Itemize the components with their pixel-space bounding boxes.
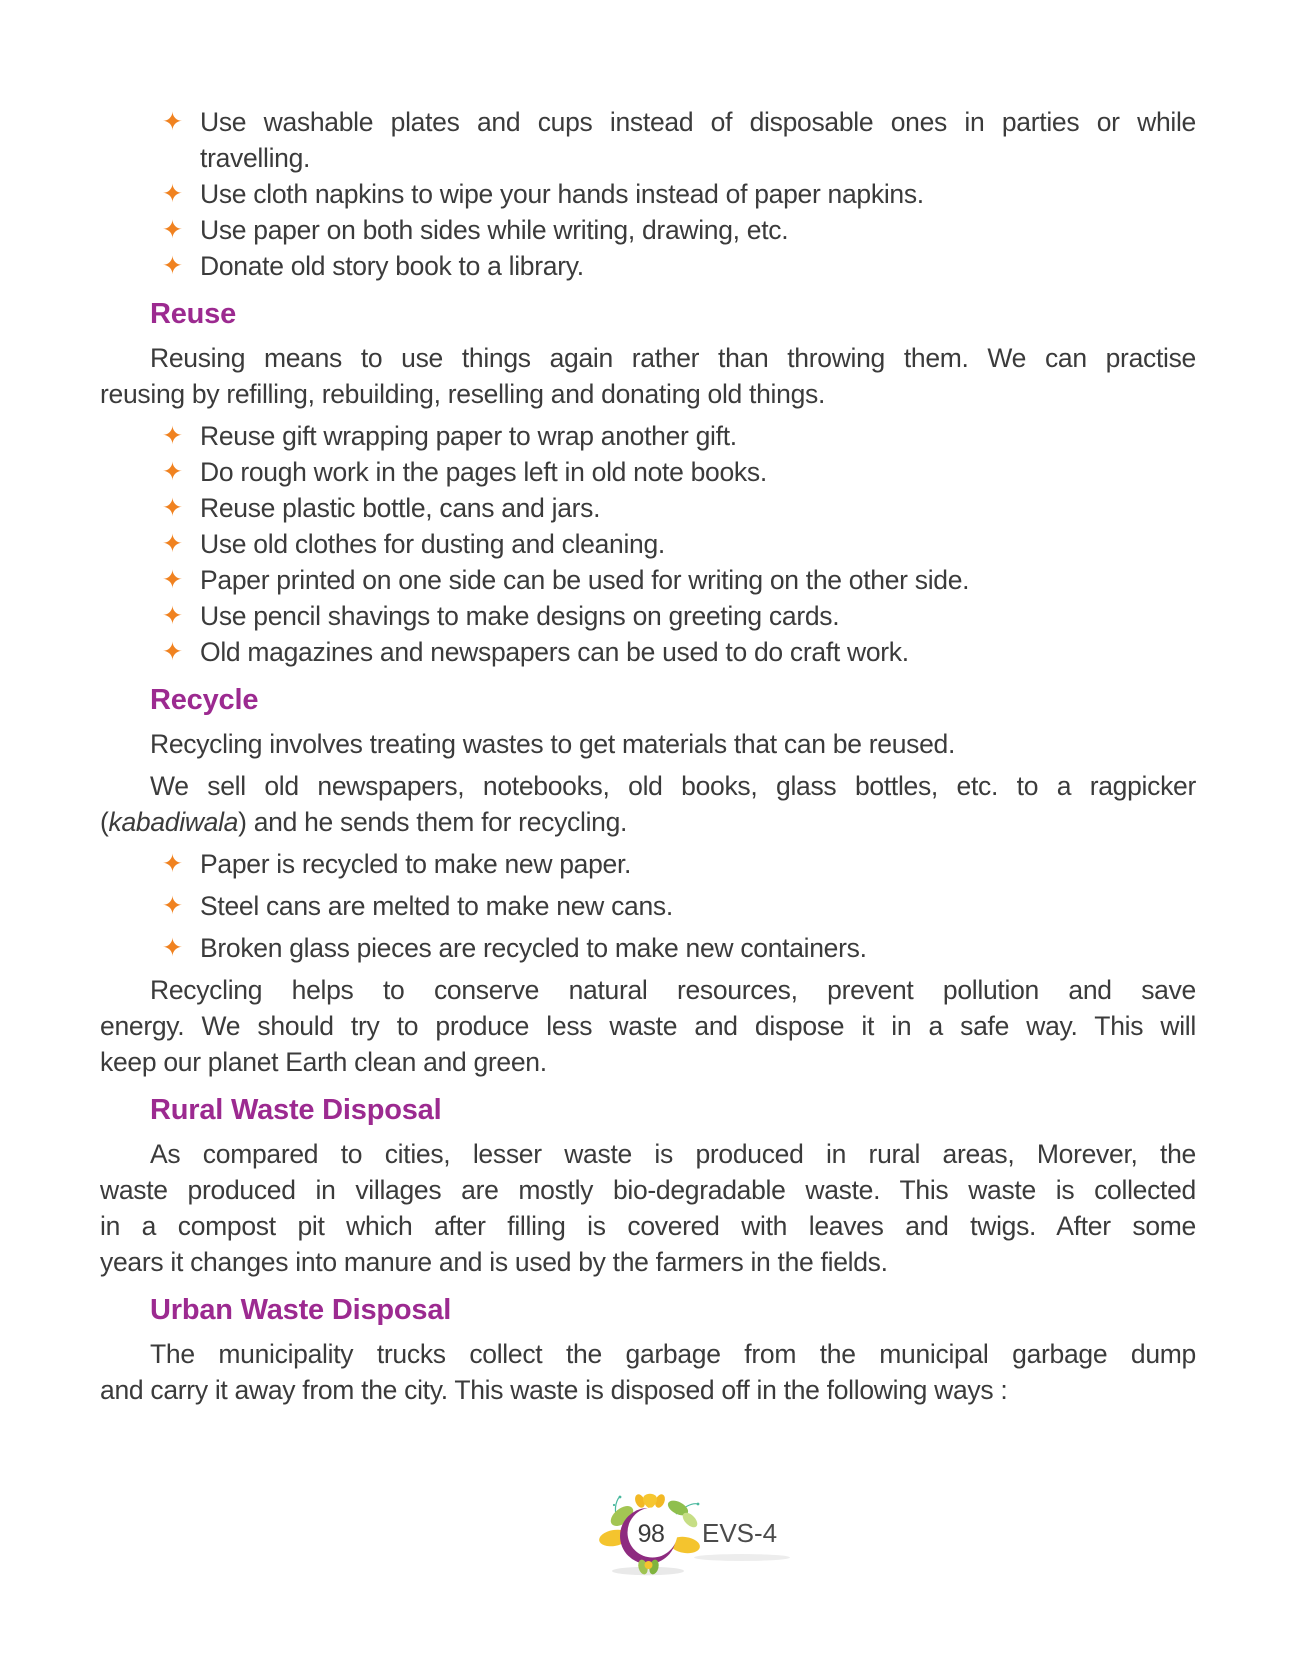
bullet-item [100, 634, 1196, 670]
four-pointed-star-icon: ✦ [162, 934, 183, 962]
four-pointed-star-icon: ✦ [162, 252, 183, 280]
text-line: Steel cans are melted to make new cans. [200, 891, 673, 921]
reuse-bullet-list [100, 418, 1196, 670]
badge-sprig-dot [697, 1503, 700, 1506]
four-pointed-star-icon: ✦ [162, 458, 183, 486]
bullet-item [100, 176, 1196, 212]
text-line: reusing by refilling, rebuilding, reselling and donating old things. [100, 379, 826, 409]
bullet-item [100, 212, 1196, 248]
section-heading-recycle: Recycle [150, 684, 259, 716]
text-line: energy. We should try to produce less waste and dispose it in a safe way. This will [100, 1011, 1196, 1041]
badge-flower [643, 1494, 657, 1509]
four-pointed-star-icon: ✦ [162, 422, 183, 450]
section-heading-urban-waste-disposal: Urban Waste Disposal [150, 1294, 452, 1326]
bullet-item [100, 930, 1196, 966]
paragraph-recycle-2 [100, 768, 1196, 840]
paragraph-urban [100, 1336, 1196, 1408]
paragraph-rural [100, 1136, 1196, 1280]
page-footer [0, 1490, 1296, 1600]
bullet-item [100, 490, 1196, 526]
text-line: Do rough work in the pages left in old note books. [200, 457, 767, 487]
recycle-bullet-list [100, 846, 1196, 966]
bullet-item [100, 598, 1196, 634]
four-pointed-star-icon: ✦ [162, 850, 183, 878]
bullet-item [100, 454, 1196, 490]
text-line: keep our planet Earth clean and green. [100, 1047, 547, 1077]
four-pointed-star-icon: ✦ [162, 494, 183, 522]
four-pointed-star-icon: ✦ [162, 180, 183, 208]
text-line [100, 804, 1196, 840]
text-line: As compared to cities, lesser waste is produced in rural areas, Morever, the [150, 1139, 1196, 1169]
text-line: The municipality trucks collect the garbage from the municipal garbage dump [150, 1339, 1196, 1369]
page-number: 98 [637, 1520, 665, 1548]
text-line: Use cloth napkins to wipe your hands instead of paper napkins. [200, 179, 924, 209]
text-line: Use washable plates and cups instead of disposable ones in parties or while [200, 107, 1196, 137]
bullet-item [100, 526, 1196, 562]
section-heading-rural-waste-disposal: Rural Waste Disposal [150, 1094, 442, 1126]
intro-bullet-list [100, 104, 1196, 284]
text-line: Broken glass pieces are recycled to make new containers. [200, 933, 867, 963]
text-line: waste produced in villages are mostly bio-degradable waste. This waste is collected [100, 1175, 1196, 1205]
text-line: and carry it away from the city. This waste is disposed off in the following ways : [100, 1375, 1008, 1405]
text-line: Reuse gift wrapping paper to wrap another gift. [200, 421, 737, 451]
text-segment: ( [100, 807, 109, 837]
text-line: years it changes into manure and is used by the farmers in the fields. [100, 1247, 888, 1277]
badge-tuft-flower [645, 1561, 653, 1569]
text-line: travelling. [200, 143, 311, 173]
paragraph-recycle-closing [100, 972, 1196, 1080]
text-line: Recycling involves treating wastes to get materials that can be reused. [150, 729, 956, 759]
paragraph-reuse [100, 340, 1196, 412]
text-line: Reusing means to use things again rather than throwing them. We can practise [150, 343, 1196, 373]
four-pointed-star-icon: ✦ [162, 566, 183, 594]
four-pointed-star-icon: ✦ [162, 216, 183, 244]
four-pointed-star-icon: ✦ [162, 530, 183, 558]
text-segment: ) and he sends them for recycling. [238, 807, 628, 837]
text-line: Use paper on both sides while writing, drawing, etc. [200, 215, 789, 245]
paragraph-recycle-1 [100, 726, 1196, 762]
text-line: We sell old newspapers, notebooks, old books, glass bottles, etc. to a ragpicker [150, 771, 1196, 801]
bullet-item [100, 104, 1196, 176]
text-line: Old magazines and newspapers can be used to do craft work. [200, 637, 909, 667]
badge-sprig-dot [619, 1496, 622, 1499]
text-line: Recycling helps to conserve natural resources, prevent pollution and save [150, 975, 1196, 1005]
bullet-item [100, 888, 1196, 924]
four-pointed-star-icon: ✦ [162, 602, 183, 630]
text-line: Donate old story book to a library. [200, 251, 584, 281]
book-code-shadow [694, 1554, 790, 1561]
badge-sprig-dot [613, 1504, 615, 1506]
text-line: Use old clothes for dusting and cleaning. [200, 529, 665, 559]
bullet-item [100, 562, 1196, 598]
bullet-item [100, 418, 1196, 454]
bullet-item [100, 248, 1196, 284]
text-line: Paper printed on one side can be used for writing on the other side. [200, 565, 970, 595]
section-heading-reuse: Reuse [150, 298, 237, 330]
text-line: Paper is recycled to make new paper. [200, 849, 632, 879]
book-code-label: EVS-4 [702, 1518, 778, 1548]
four-pointed-star-icon: ✦ [162, 638, 183, 666]
four-pointed-star-icon: ✦ [162, 108, 183, 136]
text-line: in a compost pit which after filling is covered with leaves and twigs. After some [100, 1211, 1196, 1241]
four-pointed-star-icon: ✦ [162, 892, 183, 920]
page-number-badge-art [598, 1492, 710, 1578]
bullet-item [100, 846, 1196, 882]
text-line: Reuse plastic bottle, cans and jars. [200, 493, 601, 523]
text-line: Use pencil shavings to make designs on greeting cards. [200, 601, 840, 631]
italic-term: kabadiwala [108, 807, 239, 837]
